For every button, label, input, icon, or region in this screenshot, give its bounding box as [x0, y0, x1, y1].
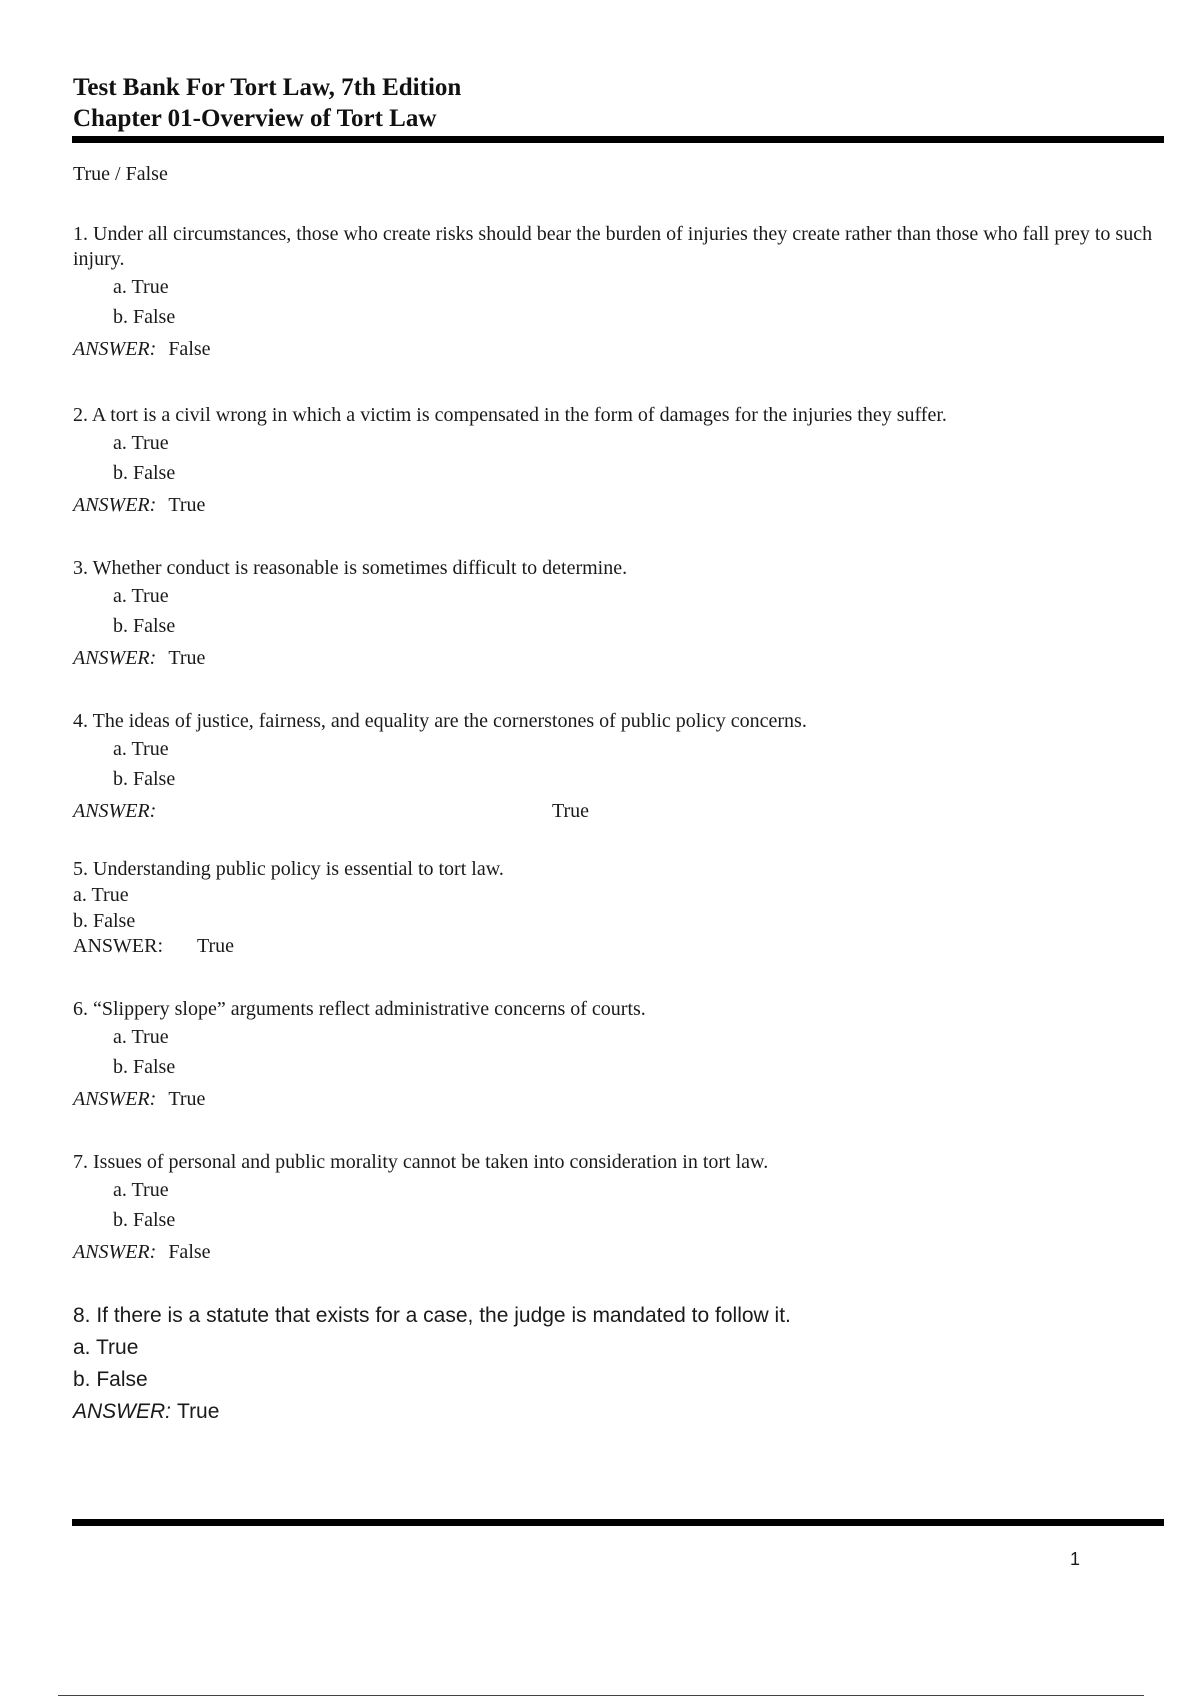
document-header — [73, 72, 1163, 134]
option-b: b. False — [113, 768, 176, 790]
answer-value: True — [168, 1088, 206, 1110]
document-title: Test Bank For Tort Law, 7th Edition — [73, 74, 462, 101]
question-text: 2. A tort is a civil wrong in which a victim is compensated in the form of damages for the injuries they suffer. — [73, 404, 947, 426]
answer-value: False — [168, 1241, 211, 1263]
answer-value: True — [168, 647, 206, 669]
question-3 — [73, 556, 1163, 675]
page-edge-rule — [58, 1695, 1144, 1696]
footer-rule — [72, 1519, 1164, 1526]
answer-value: True — [177, 1400, 220, 1423]
option-a: a. True — [73, 1336, 139, 1359]
option-a: a. True — [73, 884, 129, 906]
answer-row — [73, 488, 1163, 522]
question-text: 1. Under all circumstances, those who create risks should bear the burden of injuries they create rather than those who fall prey to such injury. — [73, 223, 1153, 270]
question-text: 6. “Slippery slope” arguments reflect administrative concerns of courts. — [73, 998, 646, 1020]
answer-row — [73, 332, 1163, 366]
option-b: b. False — [113, 306, 176, 328]
question-1 — [73, 222, 1163, 366]
question-4 — [73, 709, 1163, 828]
answer-label: ANSWER: — [73, 800, 157, 822]
question-text: 3. Whether conduct is reasonable is sometimes difficult to determine. — [73, 557, 628, 579]
question-5 — [73, 857, 1163, 958]
option-b: b. False — [113, 462, 176, 484]
answer-row — [73, 1396, 1163, 1428]
answer-label: ANSWER: — [73, 647, 157, 669]
question-7 — [73, 1150, 1163, 1269]
option-a: a. True — [113, 585, 169, 607]
answer-value: True — [168, 494, 206, 516]
answer-label: ANSWER: — [73, 1400, 172, 1423]
option-a: a. True — [113, 738, 169, 760]
question-text: 4. The ideas of justice, fairness, and equality are the cornerstones of public policy concerns. — [73, 710, 807, 732]
answer-label: ANSWER: — [73, 935, 163, 957]
answer-label: ANSWER: — [73, 338, 157, 360]
question-8 — [73, 1300, 1163, 1428]
option-b: b. False — [73, 910, 136, 932]
header-rule — [72, 136, 1164, 143]
option-a: a. True — [113, 1179, 169, 1201]
chapter-title: Chapter 01-Overview of Tort Law — [73, 105, 437, 132]
question-text: 5. Understanding public policy is essential to tort law. — [73, 858, 504, 880]
answer-row — [73, 1082, 1163, 1116]
option-a: a. True — [113, 276, 169, 298]
answer-row — [73, 934, 1163, 958]
option-b: b. False — [113, 1056, 176, 1078]
question-text: 8. If there is a statute that exists for a case, the judge is mandated to follow it. — [73, 1304, 791, 1327]
answer-value: True — [552, 800, 590, 822]
answer-row — [73, 794, 1163, 828]
question-text: 7. Issues of personal and public morality cannot be taken into consideration in tort law. — [73, 1151, 769, 1173]
answer-row — [73, 1235, 1163, 1269]
section-label: True / False — [73, 163, 168, 185]
option-b: b. False — [73, 1368, 148, 1391]
answer-label: ANSWER: — [73, 1241, 157, 1263]
answer-label: ANSWER: — [73, 494, 157, 516]
option-a: a. True — [113, 432, 169, 454]
page-number: 1 — [1070, 1549, 1081, 1569]
answer-value: False — [168, 338, 211, 360]
option-a: a. True — [113, 1026, 169, 1048]
question-6 — [73, 997, 1163, 1116]
answer-row — [73, 641, 1163, 675]
answer-value: True — [197, 935, 235, 957]
option-b: b. False — [113, 615, 176, 637]
question-2 — [73, 403, 1163, 522]
answer-label: ANSWER: — [73, 1088, 157, 1110]
option-b: b. False — [113, 1209, 176, 1231]
